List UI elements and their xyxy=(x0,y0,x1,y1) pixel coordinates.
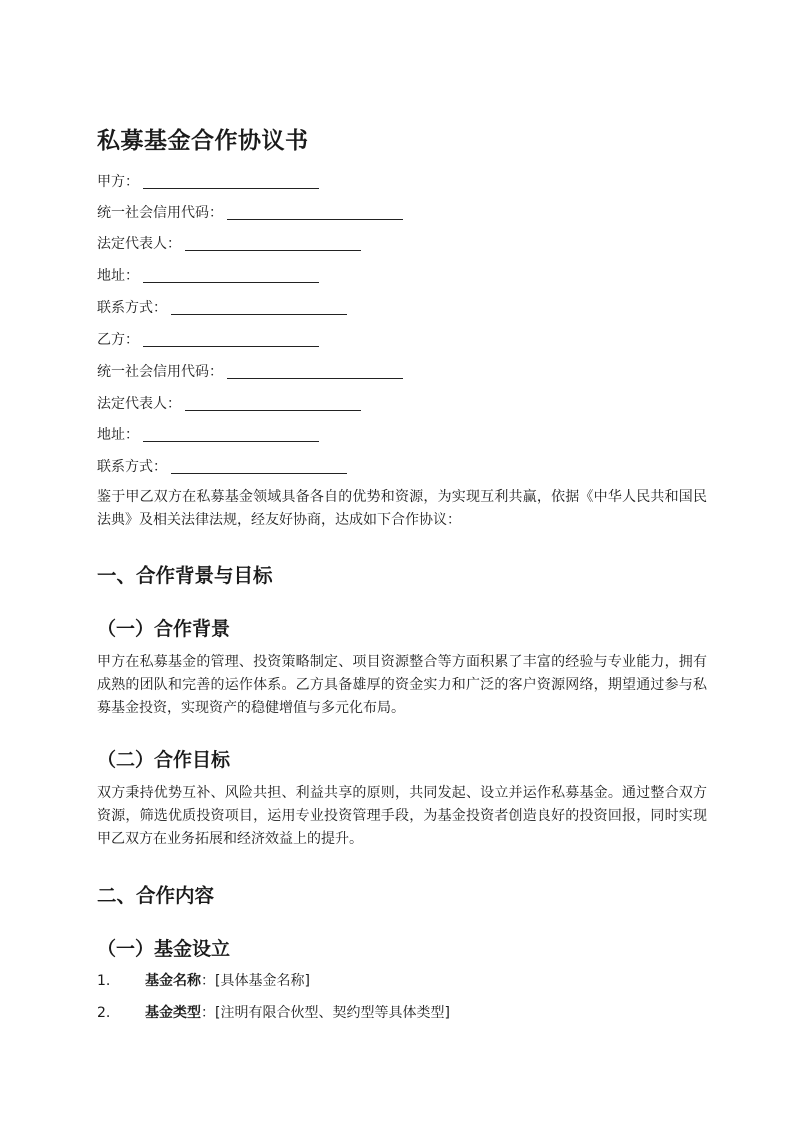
blank-line[interactable] xyxy=(171,298,347,315)
field-label: 乙方： xyxy=(97,332,139,348)
background-paragraph: 甲方在私募基金的管理、投资策略制定、项目资源整合等方面积累了丰富的经验与专业能力，拥有成熟的团队和完善的运作体系。乙方具备雄厚的资金实力和广泛的客户资源网络，期望通过参与私募基金投资，实现资产的稳健增值与多元化布局。 xyxy=(97,654,707,716)
blank-line[interactable] xyxy=(185,394,361,411)
subsection-heading-background: （一）合作背景 xyxy=(97,618,231,640)
blank-line[interactable] xyxy=(143,425,319,442)
party-b-legal-rep-field xyxy=(97,394,361,414)
blank-line[interactable] xyxy=(227,203,403,220)
blank-line[interactable] xyxy=(143,172,319,189)
list-value: ：[注明有限合伙型、契约型等具体类型] xyxy=(201,1005,450,1021)
party-a-contact-field xyxy=(97,298,347,318)
field-label: 统一社会信用代码： xyxy=(97,205,223,221)
party-b-address-field xyxy=(97,425,319,445)
section-heading-1: 一、合作背景与目标 xyxy=(97,564,273,587)
field-label: 地址： xyxy=(97,268,139,284)
list-number: 1. xyxy=(97,973,111,989)
blank-line[interactable] xyxy=(171,457,347,474)
party-a-legal-rep-field xyxy=(97,234,361,254)
section-heading-2: 二、合作内容 xyxy=(97,884,215,907)
field-label: 统一社会信用代码： xyxy=(97,364,223,380)
list-number: 2. xyxy=(97,1005,111,1021)
blank-line[interactable] xyxy=(185,234,361,251)
intro-paragraph: 鉴于甲乙双方在私募基金领域具备各自的优势和资源，为实现互利共赢，依据《中华人民共和国民法典》及相关法律法规，经友好协商，达成如下合作协议： xyxy=(97,489,707,528)
document-title: 私募基金合作协议书 xyxy=(97,128,309,154)
list-item xyxy=(97,971,310,991)
blank-line[interactable] xyxy=(143,330,319,347)
subsection-heading-fund-setup: （一）基金设立 xyxy=(97,938,231,960)
blank-line[interactable] xyxy=(143,266,319,283)
blank-line[interactable] xyxy=(227,362,403,379)
party-b-contact-field xyxy=(97,457,347,477)
list-term: 基金类型 xyxy=(145,1005,201,1021)
field-label: 法定代表人： xyxy=(97,236,181,252)
field-label: 法定代表人： xyxy=(97,396,181,412)
party-a-field xyxy=(97,172,319,192)
party-a-credit-code-field xyxy=(97,203,403,223)
list-value: ：[具体基金名称] xyxy=(201,973,310,989)
party-b-field xyxy=(97,330,319,350)
field-label: 联系方式： xyxy=(97,459,167,475)
list-term: 基金名称 xyxy=(145,973,201,989)
field-label: 联系方式： xyxy=(97,300,167,316)
party-b-credit-code-field xyxy=(97,362,403,382)
list-item xyxy=(97,1003,450,1023)
field-label: 地址： xyxy=(97,427,139,443)
goals-paragraph: 双方秉持优势互补、风险共担、利益共享的原则，共同发起、设立并运作私募基金。通过整合双方资源，筛选优质投资项目，运用专业投资管理手段，为基金投资者创造良好的投资回报，同时实现甲乙双方在业务拓展和经济效益上的提升。 xyxy=(97,785,707,847)
field-label: 甲方： xyxy=(97,174,139,190)
subsection-heading-goals: （二）合作目标 xyxy=(97,749,231,771)
party-a-address-field xyxy=(97,266,319,286)
